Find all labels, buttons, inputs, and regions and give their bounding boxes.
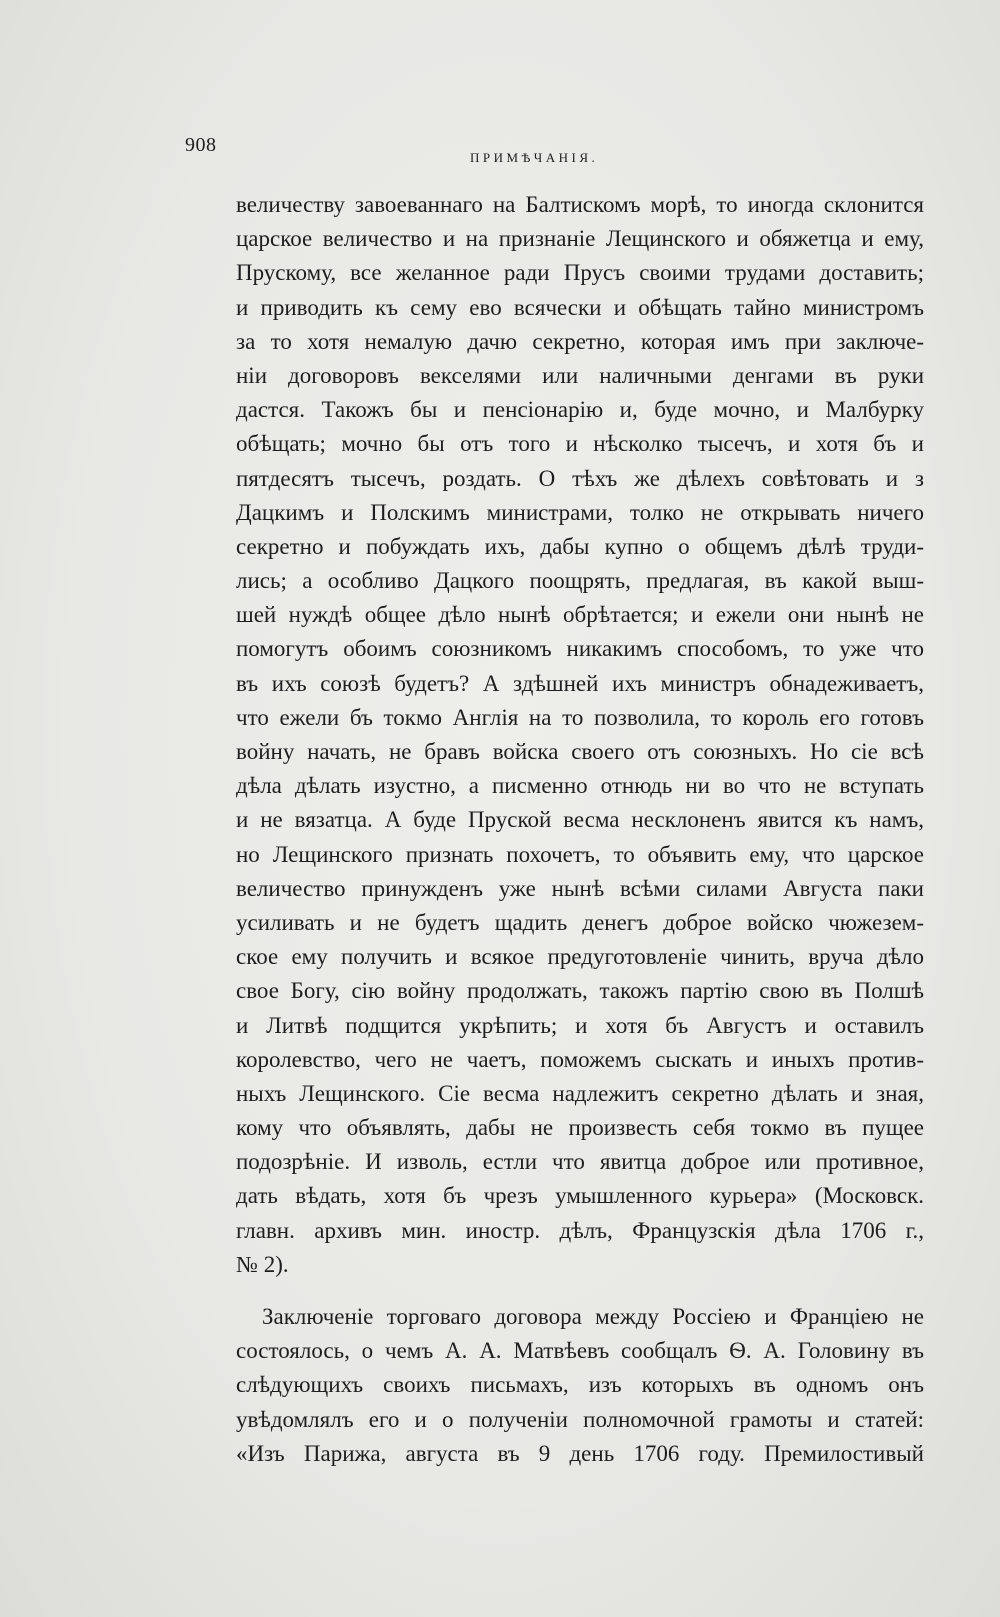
paragraph xyxy=(236,1300,924,1471)
text-line: величество принужденъ уже нынѣ всѣми силами Августа паки xyxy=(236,875,924,901)
text-line: подозрѣніе. И изволь, естли что явитца доброе или противное, xyxy=(236,1149,924,1175)
text-line: обѣщать; мочно бы отъ того и нѣсколко тысечъ, и хотя бъ и xyxy=(236,431,924,457)
text-line: дѣла дѣлать изустно, а писменно отнюдь ни во что не вступать xyxy=(236,773,924,799)
page-number: 908 xyxy=(185,134,217,156)
text-line: въ ихъ союзѣ будетъ? А здѣшней ихъ министръ обнадеживаетъ, xyxy=(236,670,924,696)
text-line: царское величество и на признаніе Лещинского и обяжетца и ему, xyxy=(236,226,924,252)
text-line: и приводить къ сему ево всячески и обѣщать тайно министромъ xyxy=(236,294,924,320)
text-line: кому что объявлять, дабы не произвесть себя токмо въ пущее xyxy=(236,1115,924,1141)
text-line: ское ему получить и всякое предуготовленіе чинить, вруча дѣло xyxy=(236,944,924,970)
paragraph xyxy=(236,188,924,1282)
text-line: лись; а особливо Дацкого поощрять, предлагая, въ какой выш- xyxy=(236,568,924,594)
text-line: «Изъ Парижа, августа въ 9 день 1706 году. Премилостивый xyxy=(236,1440,924,1466)
text-line: слѣдующихъ своихъ письмахъ, изъ которыхъ въ одномъ онъ xyxy=(236,1372,924,1398)
text-line: Прускому, все желанное ради Прусъ своими трудами доставить; xyxy=(236,260,924,286)
text-line: состоялось, о чемъ А. А. Матвѣевъ сообщалъ Ѳ. А. Головину въ xyxy=(236,1338,924,1364)
text-line: шей нуждѣ общее дѣло нынѣ обрѣтается; и ежели они нынѣ не xyxy=(236,602,924,628)
text-line: Заключеніе торговаго договора между Россіею и Франціею не xyxy=(262,1304,924,1329)
text-line: усиливать и не будетъ щадить денегъ доброе войско чюжезем- xyxy=(236,909,924,935)
text-line: Дацкимъ и Полскимъ министрами, толко не открывать ничего xyxy=(236,499,924,525)
text-line: секретно и побуждать ихъ, дабы купно о общемъ дѣлѣ труди- xyxy=(236,533,924,559)
body-text xyxy=(236,188,924,1471)
text-line: главн. архивъ мин. иностр. дѣлъ, Французскія дѣла 1706 г., xyxy=(236,1217,924,1243)
text-line: королевство, чего не чаетъ, поможемъ сыскать и иныхъ против- xyxy=(236,1046,924,1072)
text-line: и не вязатца. А буде Пруской весма несклоненъ явится къ намъ, xyxy=(236,807,924,833)
text-line: ніи договоровъ векселями или наличными денгами въ руки xyxy=(236,362,924,388)
text-line: и Литвѣ подщится укрѣпить; и хотя бъ Августъ и оставилъ xyxy=(236,1012,924,1038)
text-line: войну начать, не бравъ войска своего отъ союзныхъ. Но сіе всѣ xyxy=(236,739,924,764)
text-line: но Лещинского признать похочетъ, то объявить ему, что царское xyxy=(236,841,924,867)
text-line: за то хотя немалую дачю секретно, которая имъ при заключе- xyxy=(236,328,924,354)
paragraph-gap xyxy=(236,1282,924,1300)
text-line: дать вѣдать, хотя бъ чрезъ умышленного курьера» (Московск. xyxy=(236,1183,924,1209)
text-line: № 2). xyxy=(236,1251,289,1277)
text-line: что ежели бъ токмо Англія на то позволила, то король его готовъ xyxy=(236,704,924,730)
running-head: ПРИМѢЧАНІЯ. xyxy=(470,150,599,165)
text-line: пятдесятъ тысечъ, роздать. О тѣхъ же дѣлехъ совѣтовать и з xyxy=(236,465,924,491)
text-line: ныхъ Лещинского. Сіе весма надлежитъ секретно дѣлать и зная, xyxy=(236,1080,924,1106)
text-line: дастся. Такожъ бы и пенсіонарію и, буде мочно, и Малбурку xyxy=(236,397,924,423)
text-line: помогутъ обоимъ союзникомъ никакимъ способомъ, то уже что xyxy=(236,636,924,662)
text-line: свое Богу, сію войну продолжать, такожъ партію свою въ Полшѣ xyxy=(236,978,924,1004)
text-line: величеству завоеваннаго на Балтискомъ морѣ, то иногда склонится xyxy=(236,192,924,217)
text-line: увѣдомлялъ его и о полученіи полномочной грамоты и статей: xyxy=(236,1406,924,1432)
